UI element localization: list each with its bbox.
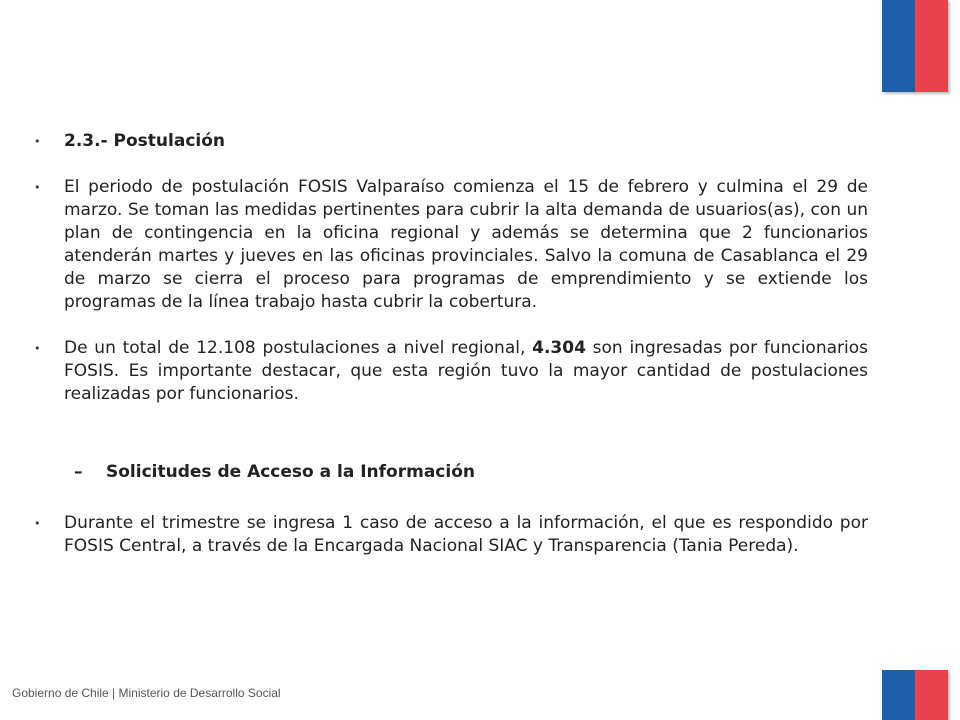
bullet-icon: •: [34, 181, 41, 194]
flag-red-stripe: [915, 670, 948, 720]
bullet-icon: •: [34, 135, 41, 148]
sub-heading-item: [34, 461, 868, 484]
highlight-number: 4.304: [532, 338, 586, 358]
flag-blue-stripe: [882, 0, 915, 92]
paragraph-text: El periodo de postulación FOSIS Valparaíso comienza el 15 de febrero y culmina el 29 de marzo. Se toman las medidas pertinentes para cubrir la alta demanda de usuarios(as), con un plan de contingencia en la oficina regional y además se determina que 2 funcionarios atenderán martes y jueves en las oficinas provinciales. Salvo la comuna de Casablanca el 29 de marzo se cierra el proceso para programas de emprendimiento y se extiende los programas de la línea trabajo hasta cubrir la cobertura.: [64, 177, 868, 312]
chile-flag-logo-top: [882, 0, 948, 92]
dash-marker: –: [74, 462, 83, 482]
bullet-icon: •: [34, 342, 41, 355]
bullet-icon: •: [34, 517, 41, 530]
sub-heading: Solicitudes de Acceso a la Información: [106, 462, 475, 482]
section-heading: 2.3.- Postulación: [64, 131, 226, 151]
footer-text: Gobierno de Chile | Ministerio de Desarrollo Social: [12, 686, 281, 700]
list-item-heading: [34, 130, 868, 153]
chile-flag-logo-bottom: [882, 670, 948, 720]
list-item-information-request: [34, 512, 868, 558]
flag-blue-stripe: [882, 670, 915, 720]
paragraph-text-end: son ingresadas por funcionarios FOSIS. Es importante destacar, que esta región tuvo la mayor cantidad de postulaciones realizadas por funcionarios.: [64, 338, 868, 404]
list-item-total-applications: [34, 337, 868, 406]
paragraph-text: Durante el trimestre se ingresa 1 caso de acceso a la información, el que es respondido por FOSIS Central, a través de la Encargada Nacional SIAC y Transparencia (Tania Pereda).: [64, 513, 868, 556]
paragraph-text-start: De un total de 12.108 postulaciones a nivel regional,: [64, 338, 533, 358]
list-item-postulation-period: [34, 176, 868, 314]
flag-red-stripe: [915, 0, 948, 92]
slide-content: [34, 130, 868, 558]
